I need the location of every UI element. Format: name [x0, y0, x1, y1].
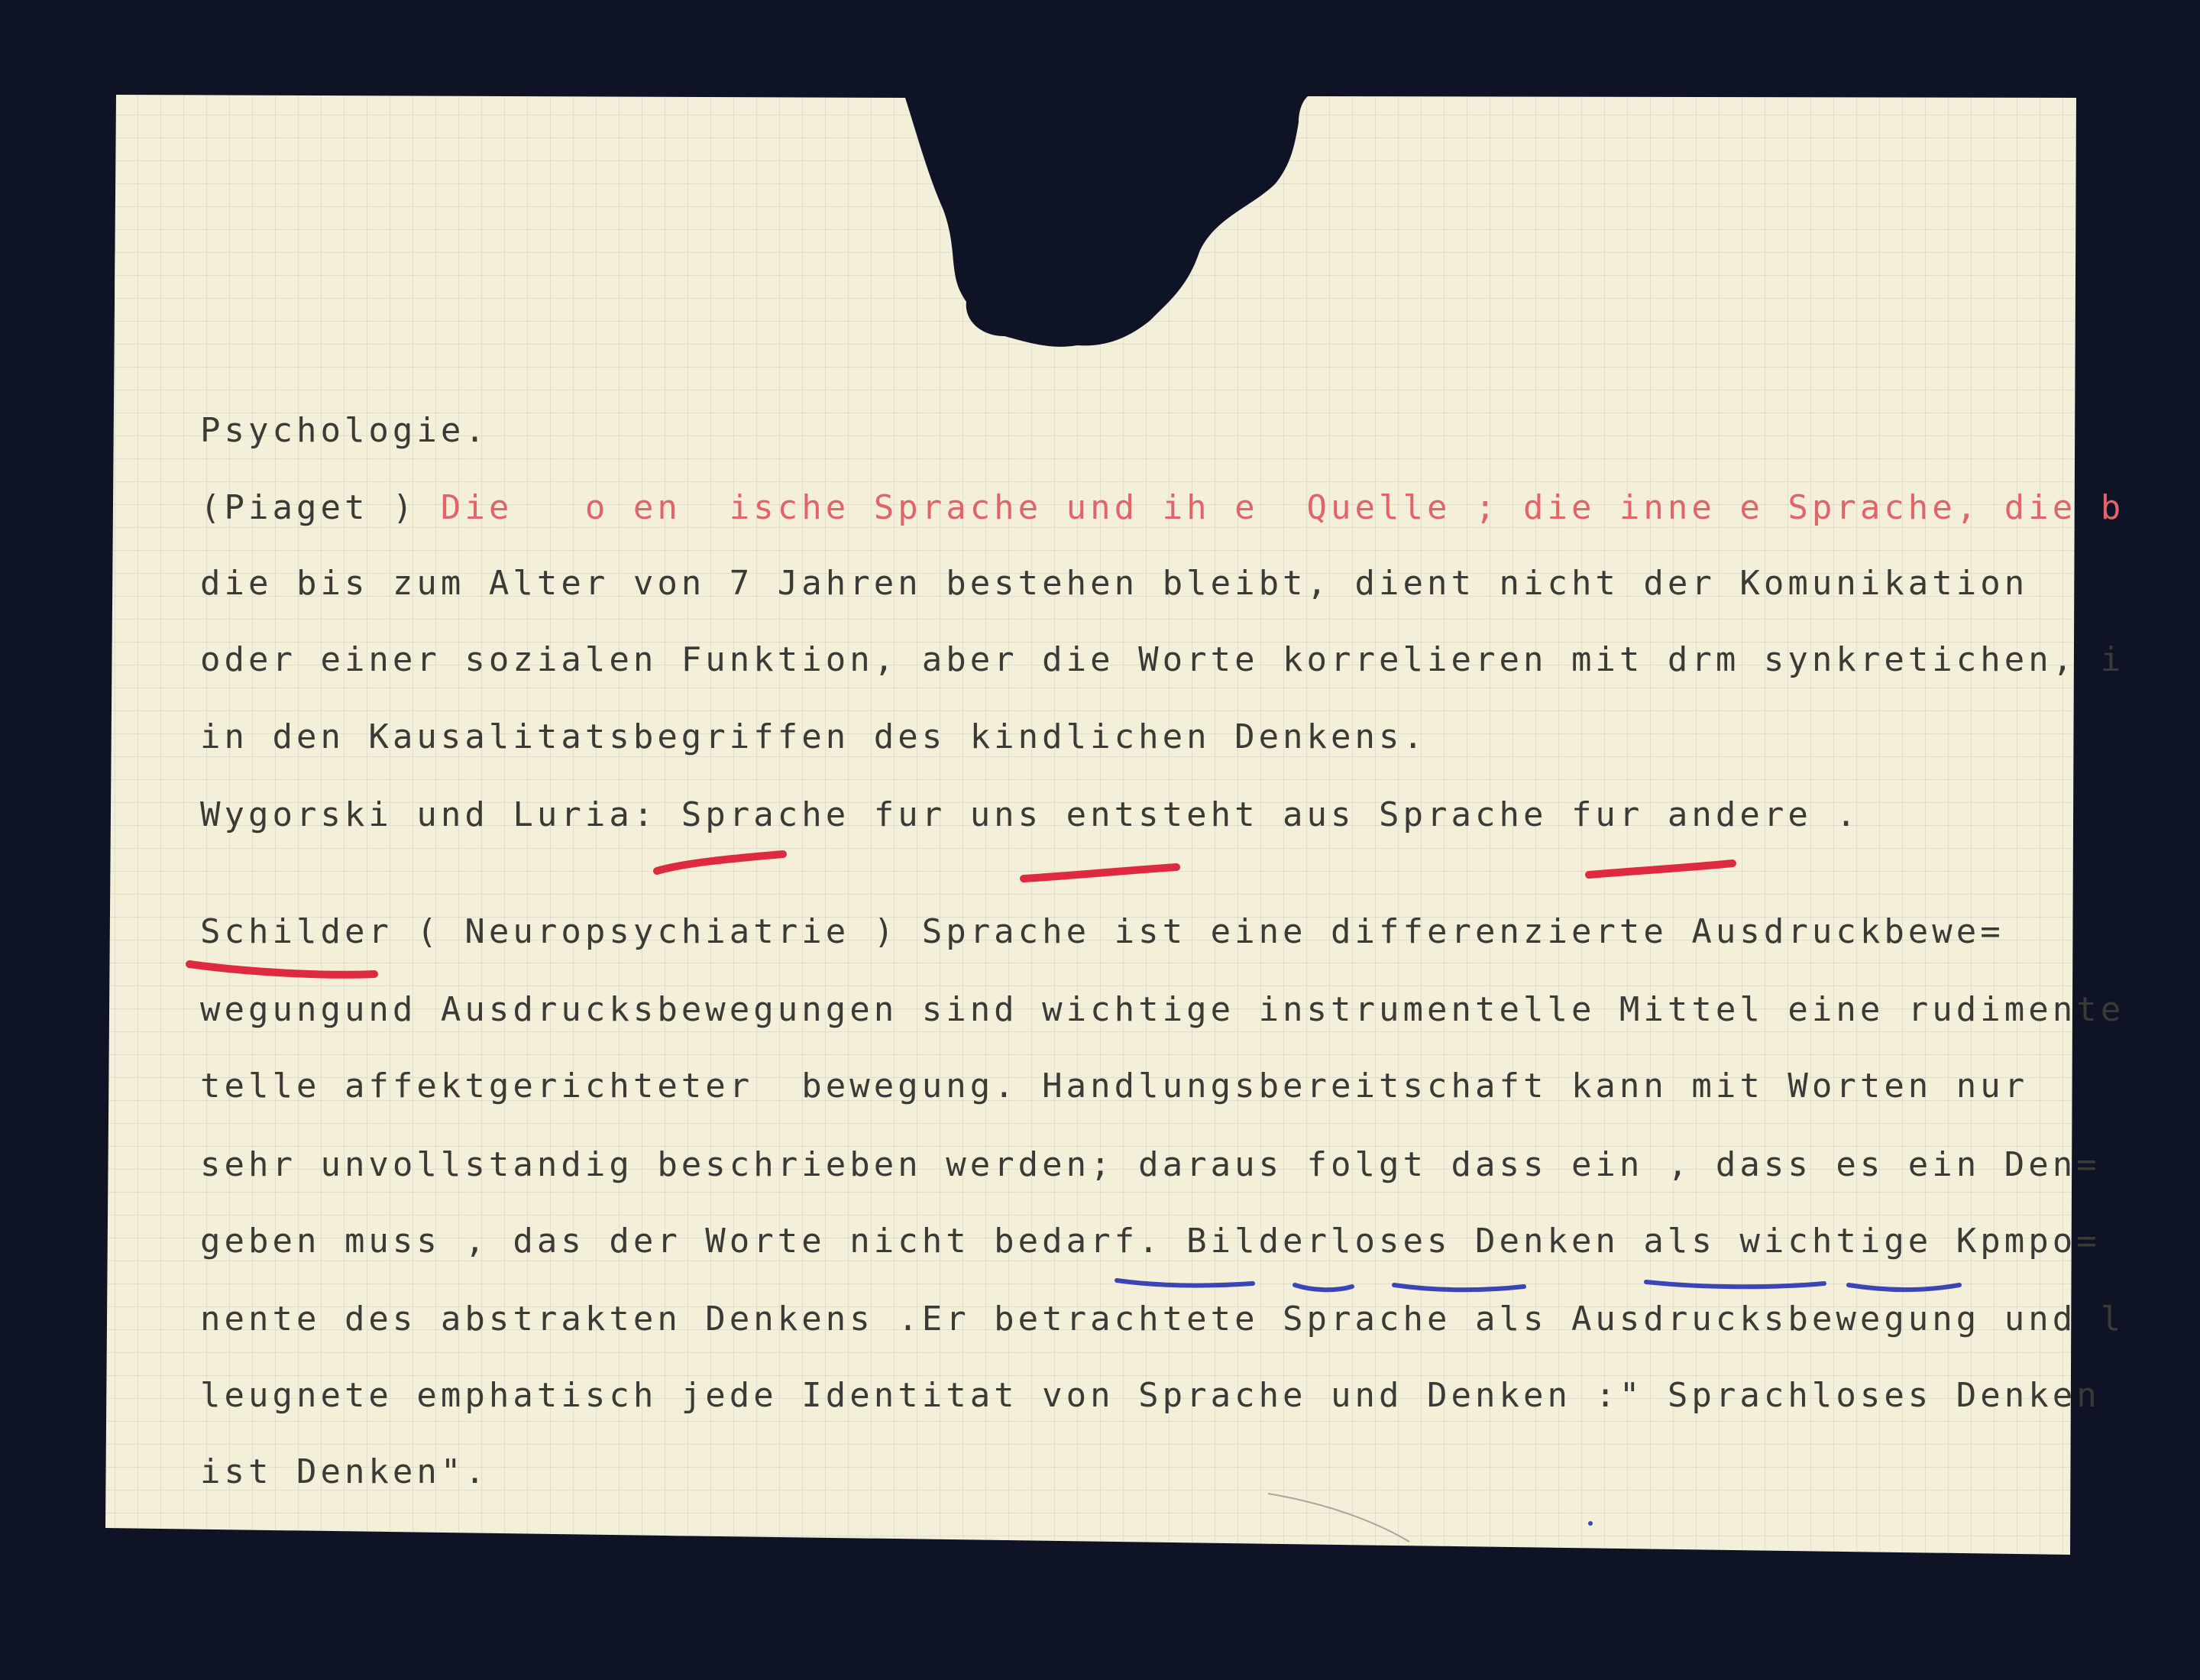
text-line-2: die bis zum Alter von 7 Jahren bestehen bleibt, dient nicht der Komunikation [200, 564, 2029, 603]
text-line-3: oder einer sozialen Funktion, aber die Worte korrelieren mit drm synkretichen, i [200, 640, 2125, 679]
piaget-label: (Piaget ) [200, 488, 441, 527]
red-typed-text: Die o en ische Sprache und ih e Quelle ; die inne e Sprache, die b [440, 488, 2125, 527]
text-line-11: nente des abstrakten Denkens .Er betrachtete Sprache als Ausdrucksbewegung und l [200, 1300, 2125, 1338]
text-line-7: wegungund Ausdrucksbewegungen sind wichtige instrumentelle Mittel eine rudimente [200, 990, 2125, 1029]
text-line-6: Schilder ( Neuropsychiatrie ) Sprache ist eine differenzierte Ausdruckbewe= [200, 912, 2004, 951]
text-line-12: leugnete emphatisch jede Identitat von Sprache und Denken :" Sprachloses Denken [200, 1376, 2101, 1415]
text-line-4: in den Kausalitatsbegriffen des kindlichen Denkens. [200, 717, 1428, 756]
text-line-10: geben muss , das der Worte nicht bedarf. Bilderloses Denken als wichtige Kpmpo= [200, 1222, 2101, 1261]
text-line-1 [200, 488, 2125, 527]
text-line-5: Wygorski und Luria: Sprache fur uns entsteht aus Sprache fur andere . [200, 795, 1860, 834]
text-line-13: ist Denken". [200, 1452, 489, 1491]
text-line-9: sehr unvollstandig beschrieben werden; daraus folgt dass ein , dass es ein Den= [200, 1145, 2101, 1184]
heading: Psychologie. [200, 411, 489, 450]
text-line-8: telle affektgerichteter bewegung. Handlungsbereitschaft kann mit Worten nur [200, 1067, 2029, 1105]
